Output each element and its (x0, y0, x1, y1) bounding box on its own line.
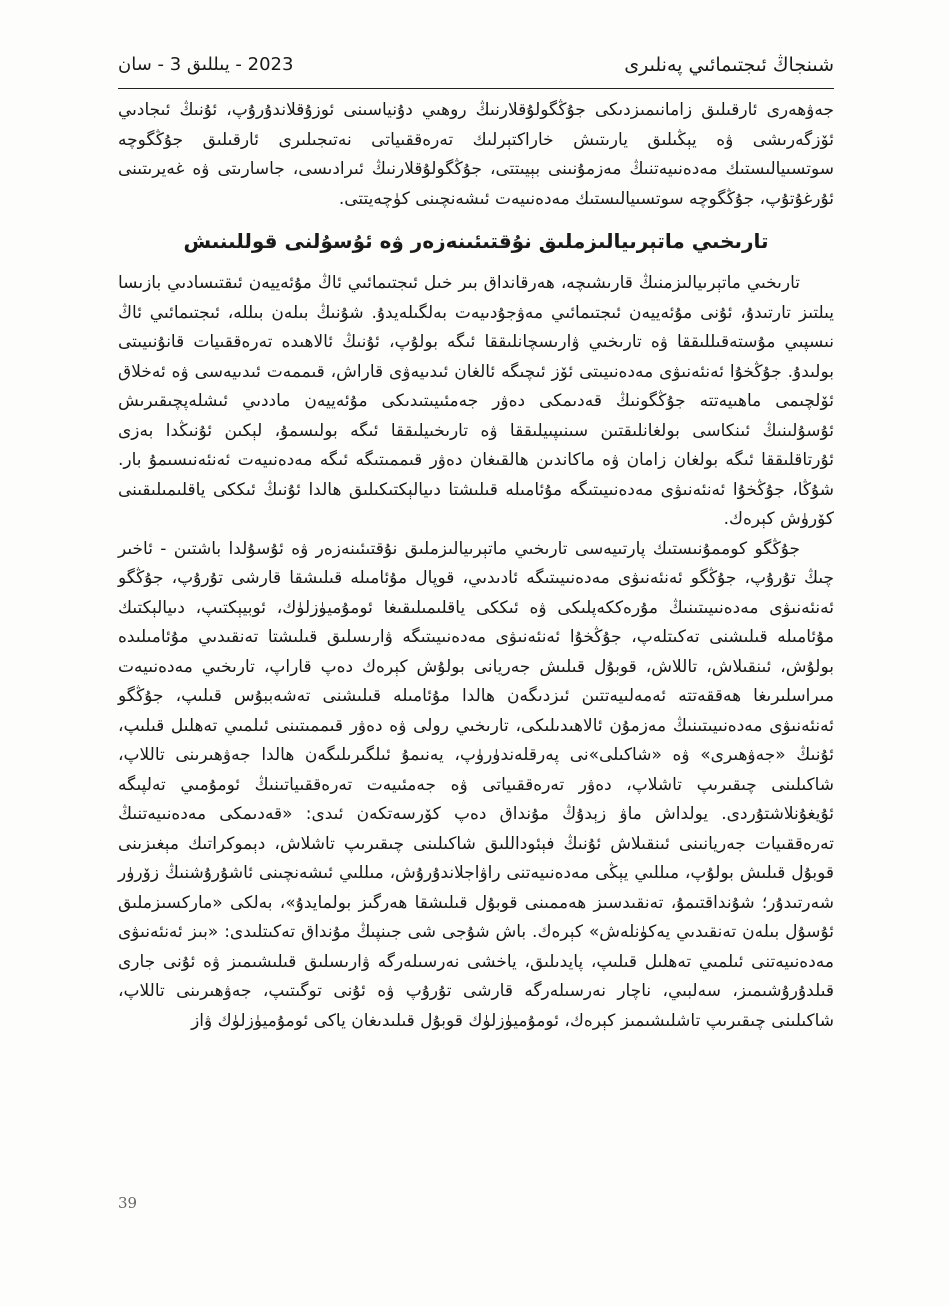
issue-info: 2023 - يىللىق 3 - سان (118, 54, 294, 75)
body-paragraph: جەۋھەرى ئارقىلىق زامانىمىزدىكى جۇڭگولۇقلارنىڭ روھىي دۇنياسىنى ئوزۇقلاندۇرۇپ، ئۇنىڭ ئىجادىي ئۆزگەرىشى ۋە يېڭىلىق يارىتىش خاراكتېرلىك تەرەققىياتى نەتىجىلىرى ئارقىلىق جۇڭگوچە سوتسىيالىستىك مەدەنىيەتنىڭ مەزمۇنىنى بېيىتتى، جۇڭگولۇقلارنىڭ ئىرادىسى، جاسارىتى ۋە غەيرىتىنى ئۇرغۇتۇپ، جۇڭگوچە سوتسىيالىستىك مەدەنىيەت ئىشەنچىنى كۈچەيتتى. (118, 100, 834, 209)
section-heading: تارىخىي ماتېرىيالىزملىق نۇقتىئىنەزەر ۋە ئۇسۇلنى قوللىنىش (183, 229, 769, 253)
article-body (118, 96, 834, 1036)
page-number: 39 (118, 1194, 138, 1212)
running-header (118, 48, 834, 89)
body-paragraph: جۇڭگو كوممۇنىستىك پارتىيەسى تارىخىي ماتېرىيالىزملىق نۇقتىئىنەزەر ۋە ئۇسۇلدا باشتىن - ئاخىر چىڭ تۇرۇپ، جۇڭگو ئەنئەنىۋى مەدەنىيىتىگە ئادىدىي، قوپال مۇئامىلە قىلىشقا قارشى تۇرۇپ، جۇڭگو ئەنئەنىۋى مەدەنىيىتىنىڭ مۇرەككەپلىكى ۋە ئىككى ياقلىمىلىقىغا ئومۇميۈزلۈك، ئوبيېكتىپ، دىيالېكتىك مۇئامىلە قىلىشنى تەكىتلەپ، جۇڭخۇا ئەنئەنىۋى مەدەنىيىتىگە ۋارىسلىق قىلىشتا تەنقىدىي مۇئامىلىدە بولۇش، ئىنقىلاش، تاللاش، قوبۇل قىلىش جەريانى بولۇش كېرەك دەپ قاراپ، تارىخىي مەدەنىيەت مىراسلىرىغا ھەققەتتە ئەمەلىيەتتىن ئىزدىگەن ھالدا مۇئامىلە قىلىشنى تەشەببۇس قىلىپ، جۇڭگو ئەنئەنىۋى مەدەنىيىتىنىڭ مەزمۇن ئالاھىدىلىكى، تارىخىي رولى ۋە دەۋر قىممىتىنى ئىلمىي تەھلىل قىلىپ، ئۇنىڭ «جەۋھىرى» ۋە «شاكىلى»نى پەرقلەندۈرۈپ، يەنىمۇ ئىلگىرىلىگەن ھالدا جەۋھىرىنى تاللاپ، شاكىلىنى چىقىرىپ تاشلاپ، دەۋر تەرەققىياتى ۋە جەمئىيەت تەرەققىياتىنىڭ ئومۇمىي تەلپىگە ئۇيغۇنلاشتۇردى. يولداش ماۋ زېدۇڭ مۇنداق دەپ كۆرسەتكەن ئىدى: «قەدىمكى مەدەنىيەتنىڭ تەرەققىيات جەريانىنى ئىنقىلاش ئۇنىڭ فېئوداللىق شاكىلىنى چىقىرىپ تاشلاش، دېموكراتىك مېغىزىنى قوبۇل قىلىش بولۇپ، مىللىي يېڭى مەدەنىيەتنى راۋاجلاندۇرۇش، مىللىي ئىشەنچىنى ئاشۇرۇشنىڭ زۆرۈر شەرتىدۇر؛ شۇنداقتىمۇ، تەنقىدسىز ھەممىنى قوبۇل قىلىشقا ھەرگىز بولمايدۇ»، بەلكى «ماركسىزملىق ئۇسۇل بىلەن تەنقىدىي يەكۈنلەش» كېرەك. باش شۇجى شى جىنپىڭ مۇنداق تەكىتلىدى: «بىز ئەنئەنىۋى مەدەنىيەتنى ئىلمىي تەھلىل قىلىپ، پايدىلىق، ياخشى نەرسىلەرگە ۋارىسلىق قىلىشىمىز ۋە ئۇنى جارى قىلدۇرۇشىمىز، سەلبىي، ناچار نەرسىلەرگە قارشى تۇرۇپ ۋە ئۇنى توگىتىپ، جەۋھىرىنى تاللاپ، شاكىلىنى چىقىرىپ تاشلىشىمىز كېرەك، ئومۇميۈزلۈك قوبۇل قىلىدىغان ياكى ئومۇميۈزلۈك ۋاز (118, 538, 834, 1031)
body-paragraph: تارىخىي ماتېرىيالىزمنىڭ قارىشىچە، ھەرقانداق بىر خىل ئىجتىمائىي ئاڭ مۇئەييەن ئىقتىسادىي بازىسا يىلتىز تارتىدۇ، ئۇنى مۇئەييەن ئىجتىمائىي مەۋجۇدىيەت بەلگىلەيدۇ. شۇنىڭ بىلەن بىللە، ئىجتىمائىي ئاڭ نىسپىي مۇستەقىللىققا ۋە تارىخىي ۋارىسچانلىققا ئىگە بولۇپ، ئۇنىڭ ئالاھىدە تەرەققىيات قانۇنىيىتى بولىدۇ. جۇڭخۇا ئەنئەنىۋى مەدەنىيىتى ئۆز ئىچىگە ئالغان ئىدىيەۋى قاراش، قىممەت ئىدىيەسى ۋە ئەخلاق ئۆلچىمى ماھىيەتتە جۇڭگونىڭ قەدىمكى دەۋر جەمئىيىتىدىكى مۇئەييەن ماددىي ئىشلەپچىقىرىش ئۇسۇلىنىڭ ئىنكاسى بولغانلىقتىن سىنىپىيلىققا ۋە تارىخىيلىققا ئىگە بولىسمۇ، لېكىن ئۇنىڭدا بەزى ئۇرتاقلىققا ئىگە بولغان زامان ۋە ماكاندىن ھالقىغان دەۋر قىممىتىگە ئىگە مەدەنىيەت ئەنئەنىسىمۇ بار. شۇڭا، جۇڭخۇا ئەنئەنىۋى مەدەنىيىتىگە مۇئامىلە قىلىشتا دىيالېكتىكىلىق ھالدا ئۇنىڭ ئىككى ياقلىمىلىقىنى كۆرۈش كېرەك. (118, 273, 834, 529)
journal-title: شىنجاڭ ئىجتىمائىي پەنلىرى (624, 54, 834, 76)
